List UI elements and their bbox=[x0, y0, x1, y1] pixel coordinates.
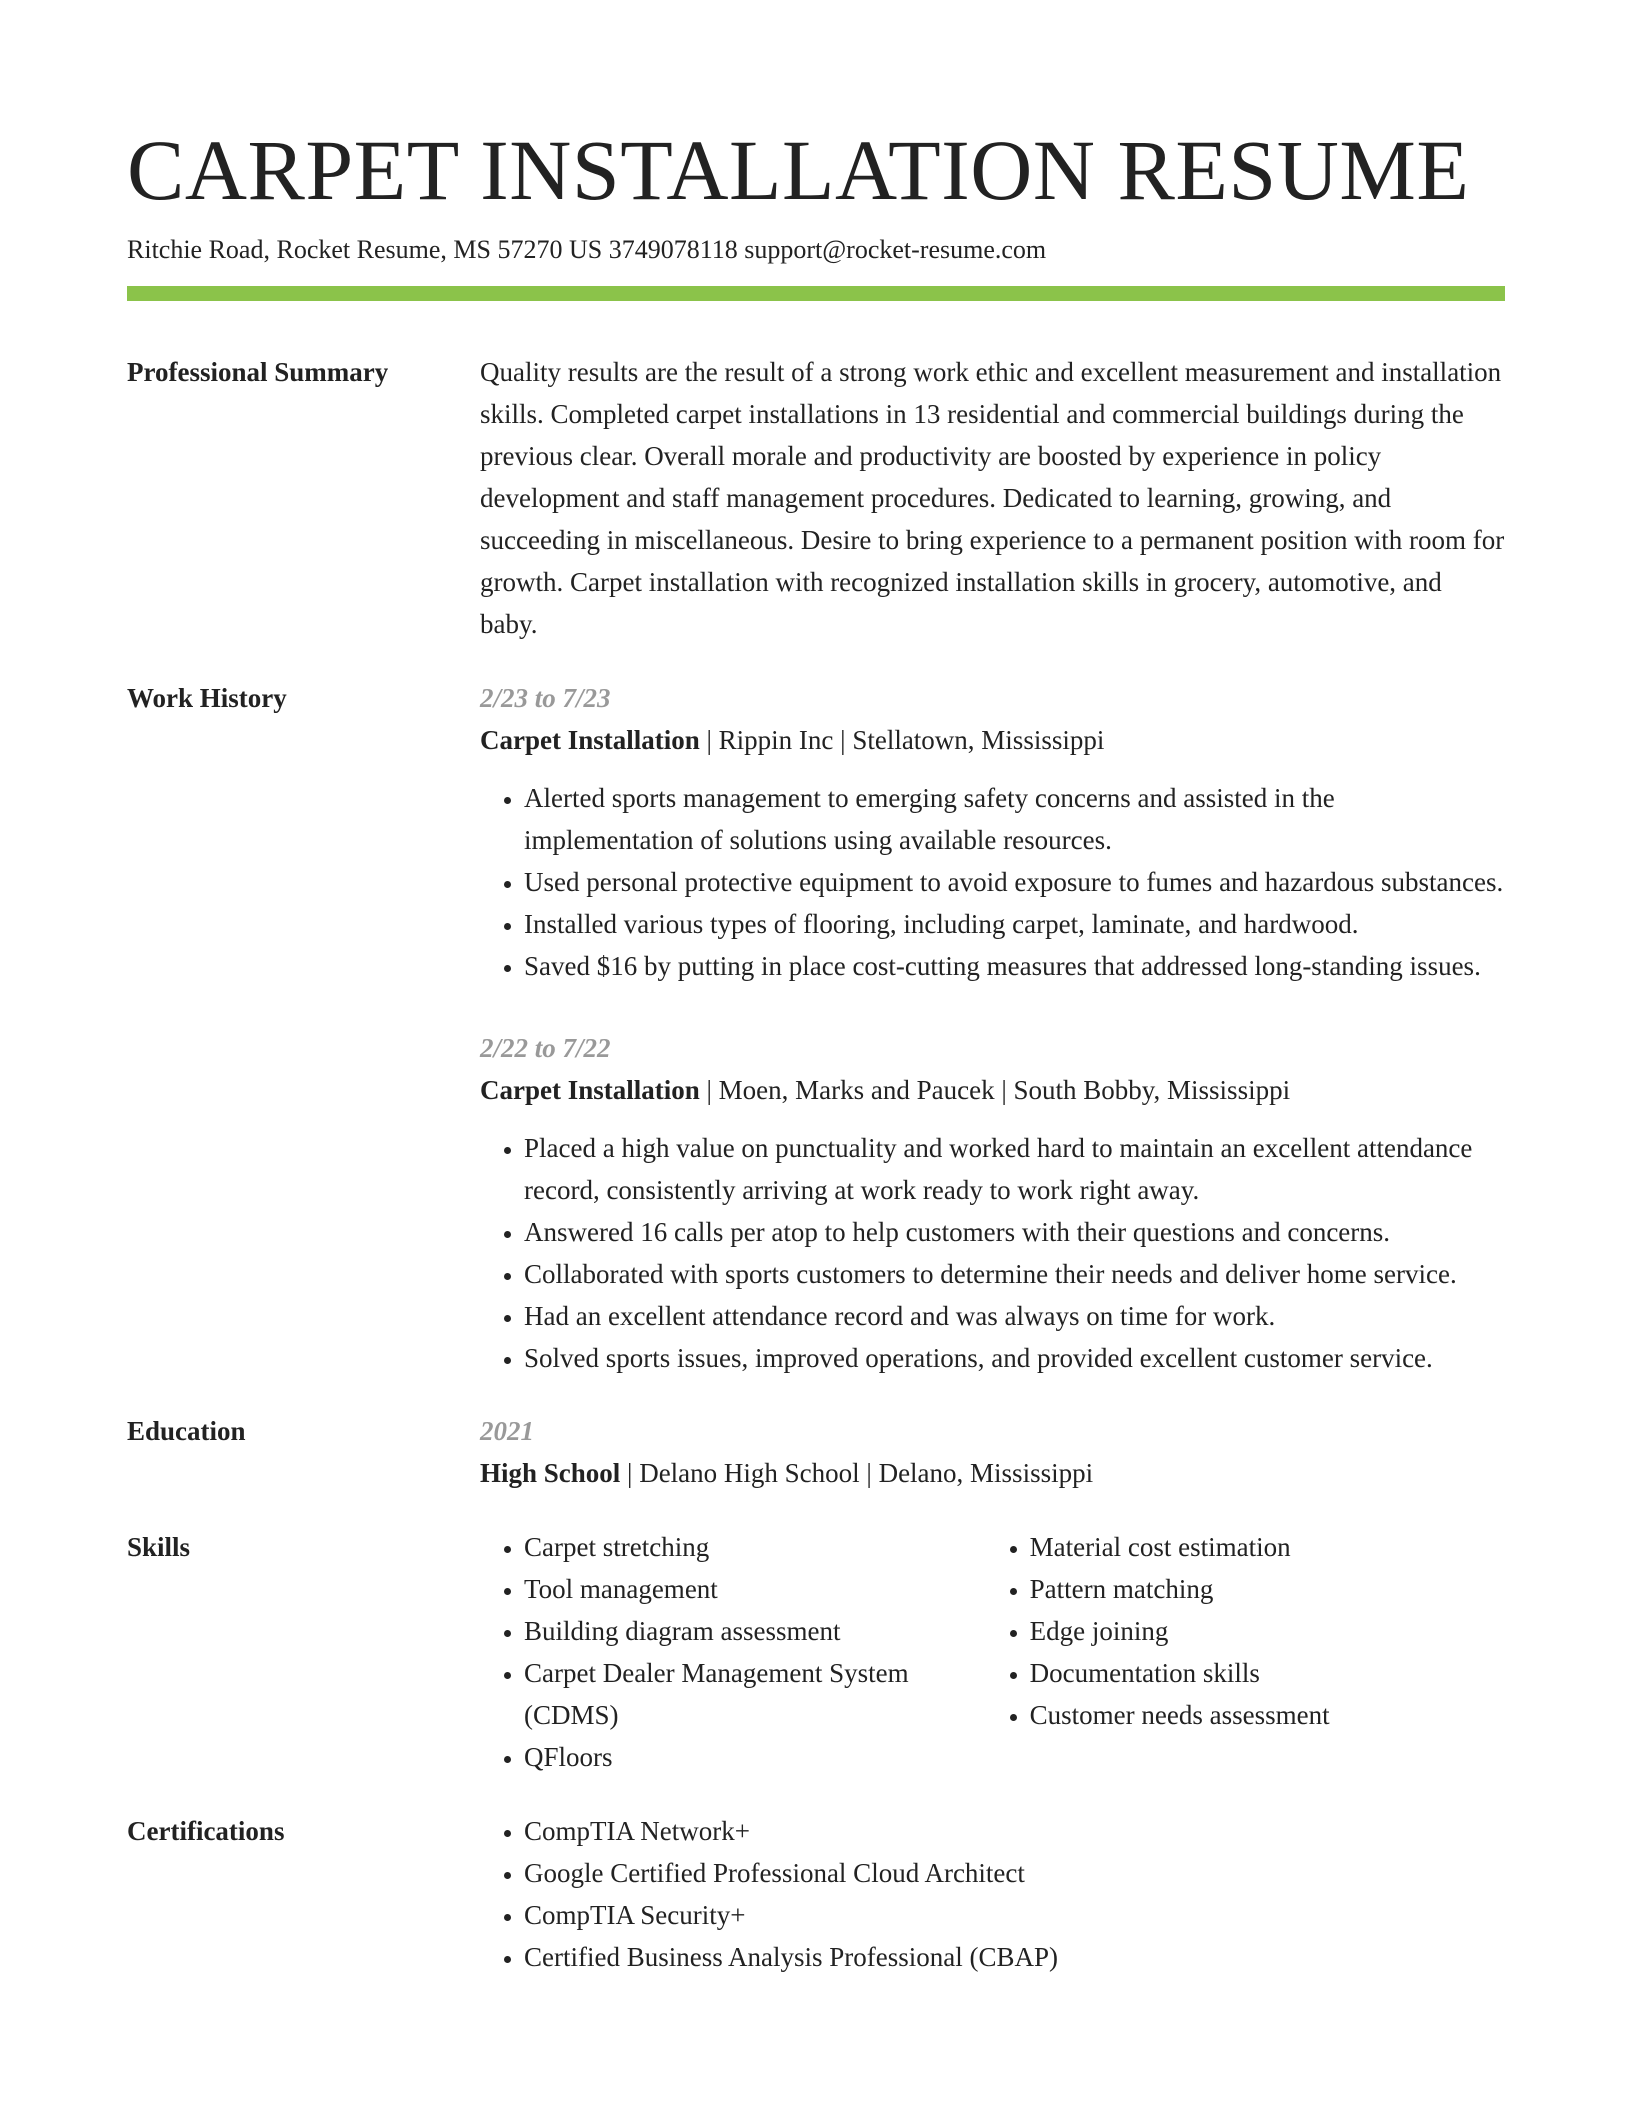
list-item: • Installed various types of flooring, including carpet, laminate, and hardwood. bbox=[524, 903, 1505, 945]
education-section bbox=[127, 1410, 1505, 1494]
job-date: 2/22 to 7/22 bbox=[480, 1033, 611, 1063]
education-heading bbox=[480, 1452, 1505, 1494]
job-heading bbox=[480, 1069, 1505, 1111]
list-item: • CompTIA Network+ bbox=[524, 1810, 1505, 1852]
skills-grid bbox=[480, 1526, 1505, 1778]
job-bullets bbox=[480, 777, 1505, 987]
list-item: • Carpet stretching bbox=[524, 1526, 986, 1568]
list-item: • Alerted sports management to emerging safety concerns and assisted in the implementation of solutions using available resources. bbox=[524, 777, 1505, 861]
resume-title: CARPET INSTALLATION RESUME bbox=[127, 122, 1470, 218]
list-item: • Documentation skills bbox=[1030, 1652, 1505, 1694]
list-item: • Building diagram assessment bbox=[524, 1610, 986, 1652]
job-title: Carpet Installation bbox=[480, 1075, 700, 1105]
list-item: • Certified Business Analysis Professional (CBAP) bbox=[524, 1936, 1505, 1978]
skills-column-2 bbox=[986, 1526, 1505, 1778]
section-body bbox=[480, 1410, 1505, 1494]
job-entry bbox=[480, 1027, 1505, 1379]
job-entry bbox=[480, 677, 1505, 987]
list-item: • Had an excellent attendance record and was always on time for work. bbox=[524, 1295, 1505, 1337]
section-label: Skills bbox=[127, 1532, 191, 1562]
list-item: • CompTIA Security+ bbox=[524, 1894, 1505, 1936]
list-item: • Answered 16 calls per atop to help customers with their questions and concerns. bbox=[524, 1211, 1505, 1253]
list-item: • Solved sports issues, improved operations, and provided excellent customer service. bbox=[524, 1337, 1505, 1379]
list-item: • Pattern matching bbox=[1030, 1568, 1505, 1610]
section-body bbox=[480, 1810, 1505, 1978]
education-date: 2021 bbox=[480, 1416, 534, 1446]
section-label: Work History bbox=[127, 683, 287, 713]
section-body bbox=[480, 351, 1505, 645]
job-date: 2/23 to 7/23 bbox=[480, 683, 611, 713]
header-divider bbox=[127, 286, 1505, 301]
list-item: • Material cost estimation bbox=[1030, 1526, 1505, 1568]
section-label: Education bbox=[127, 1416, 246, 1446]
skills-column-1 bbox=[480, 1526, 986, 1778]
contact-line: Ritchie Road, Rocket Resume, MS 57270 US 3749078118 support@rocket-resume.com bbox=[127, 235, 1047, 264]
education-details: | Delano High School | Delano, Mississippi bbox=[620, 1458, 1094, 1488]
list-item: • QFloors bbox=[524, 1736, 986, 1778]
section-body bbox=[480, 1526, 1505, 1778]
list-item: • Collaborated with sports customers to determine their needs and deliver home service. bbox=[524, 1253, 1505, 1295]
list-item: • Customer needs assessment bbox=[1030, 1694, 1505, 1736]
list-item: • Carpet Dealer Management System (CDMS) bbox=[524, 1652, 986, 1736]
list-item: • Google Certified Professional Cloud Architect bbox=[524, 1852, 1505, 1894]
skills-section bbox=[127, 1526, 1505, 1778]
education-degree: High School bbox=[480, 1458, 621, 1488]
work-history-section bbox=[127, 677, 1505, 1379]
job-title: Carpet Installation bbox=[480, 725, 700, 755]
list-item: • Edge joining bbox=[1030, 1610, 1505, 1652]
section-label: Professional Summary bbox=[127, 357, 389, 387]
section-body bbox=[480, 677, 1505, 1379]
section-label: Certifications bbox=[127, 1816, 285, 1846]
summary-text: Quality results are the result of a strong work ethic and excellent measurement and installation skills. Completed carpet installations in 13 residential and commercial buildings during the previous clear. Overall morale and productivity are boosted by experience in policy development and staff management procedures. Dedicated to learning, growing, and succeeding in miscellaneous. Desire to bring experience to a permanent position with room for growth. Carpet installation with recognized installation skills in grocery, automotive, and baby. bbox=[480, 357, 1505, 639]
job-details: | Moen, Marks and Paucek | South Bobby, Mississippi bbox=[699, 1075, 1291, 1105]
certifications-list bbox=[480, 1810, 1505, 1978]
list-item: • Saved $16 by putting in place cost-cutting measures that addressed long-standing issues. bbox=[524, 945, 1505, 987]
job-heading bbox=[480, 719, 1505, 761]
summary-section bbox=[127, 351, 1505, 645]
list-item: • Used personal protective equipment to avoid exposure to fumes and hazardous substances. bbox=[524, 861, 1505, 903]
list-item: • Placed a high value on punctuality and worked hard to maintain an excellent attendance record, consistently arriving at work ready to work right away. bbox=[524, 1127, 1505, 1211]
job-details: | Rippin Inc | Stellatown, Mississippi bbox=[699, 725, 1105, 755]
certifications-section bbox=[127, 1810, 1505, 1978]
list-item: • Tool management bbox=[524, 1568, 986, 1610]
job-bullets bbox=[480, 1127, 1505, 1379]
